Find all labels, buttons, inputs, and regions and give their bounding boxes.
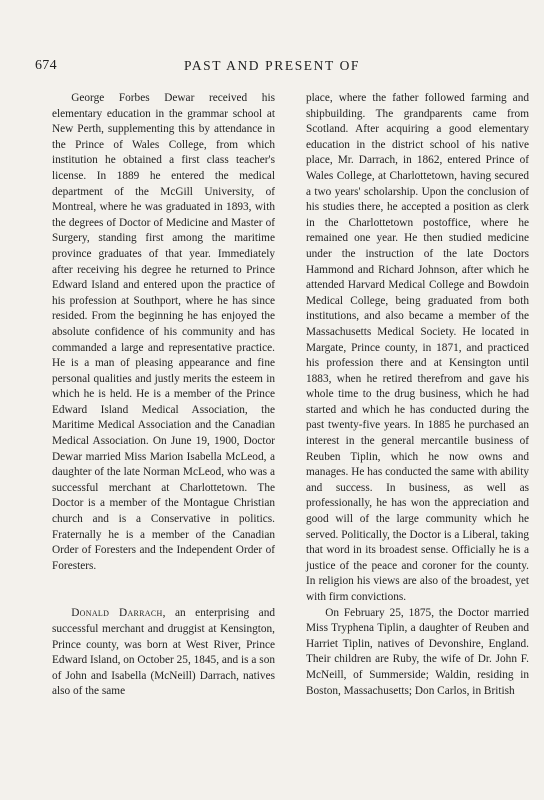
running-header: PAST AND PRESENT OF [183, 58, 361, 73]
right-column [306, 91, 529, 699]
left-column [52, 91, 275, 700]
darrach-intro-text: , an enterprising and successful merchant and druggist at Kensington, Prince county, was born at West River, Prince Edward Island, on October 25, 1845, and is a son of John and Isabella (McNeill) Darrach, natives also of the same [52, 607, 275, 698]
darrach-family-paragraph: On February 25, 1875, the Doctor married Miss Tryphena Tiplin, a daughter of Reuben and Harriet Tiplin, natives of Devonshire, England. Their children are Ruby, the wife of Dr. John F. McNeill, of Summerside; Waldin, residing in Boston, Massachusetts; Don Carlos, in British [306, 606, 529, 697]
subject-name: Donald Darrach [71, 607, 163, 620]
page-number: 674 [35, 58, 57, 73]
darrach-career-paragraph: place, where the father followed farming and shipbuilding. The grandparents came from Scotland. After acquiring a good elementary education in the district school of his native place, Mr. Darrach, in 1862, entered Prince of Wales College, at Charlottetown, having secured a two years' scholarship. Upon the conclusion of his studies there, he accepted a position as clerk in the Charlottetown postoffice, where he remained one year. He then studied medicine under the instruction of the late Doctors Hammond and Richard Johnson, after which he attended Harvard Medical College and Bowdoin Medical College, being graduated from both institutions, and also became a member of the Massachusetts Medical Society. He located in Margate, Prince county, in 1871, and practiced his profession there and at Kensington until 1883, when he retired therefrom and gave his whole time to the drug business, which he had started and which he has conducted during the past twenty-five years. In 1885 he purchased an interest in the general mercantile business of Reuben Tiplin, which he now owns and manages. He has conducted the same with ability and success. In business, as well as professionally, he has won the appreciation and good will of the large community which he served. Politically, the Doctor is a Liberal, taking that word in its broadest sense. Officially he is a justice of the peace and coroner for the county. In religion his views are also of the broadest, yet with firm convictions. [306, 92, 529, 603]
section-gap [52, 574, 275, 606]
dewar-biography-paragraph: George Forbes Dewar received his elementary education in the grammar school at New Perth, supplementing this by attendance in the Prince of Wales College, from which institution he obtained a first class teacher's license. In 1889 he entered the medical department of the McGill University, of Montreal, where he was graduated in 1893, with the degrees of Doctor of Medicine and Master of Surgery, standing first among the maritime province graduates of that year. Immediately after receiving his degree he returned to Prince Edward Island and entered upon the practice of his profession at Southport, where he has since resided. From the beginning he has enjoyed the absolute confidence of his community and has commanded a large and representative practice. He is a man of pleasing appearance and fine personal qualities and justly merits the esteem in which he is held. He is a member of the Prince Edward Island Medical Association, the Maritime Medical Association and the Canadian Medical Association. On June 19, 1900, Doctor Dewar married Miss Marion Isabella McLeod, a daughter of the late Norman McLeod, who was a successful merchant at Charlottetown. The Doctor is a member of the Montague Christian church and is a Conservative in politics. Fraternally he is a member of the Canadian Order of Foresters and the Independent Order of Foresters. [52, 92, 275, 572]
darrach-biography-intro [52, 606, 275, 700]
